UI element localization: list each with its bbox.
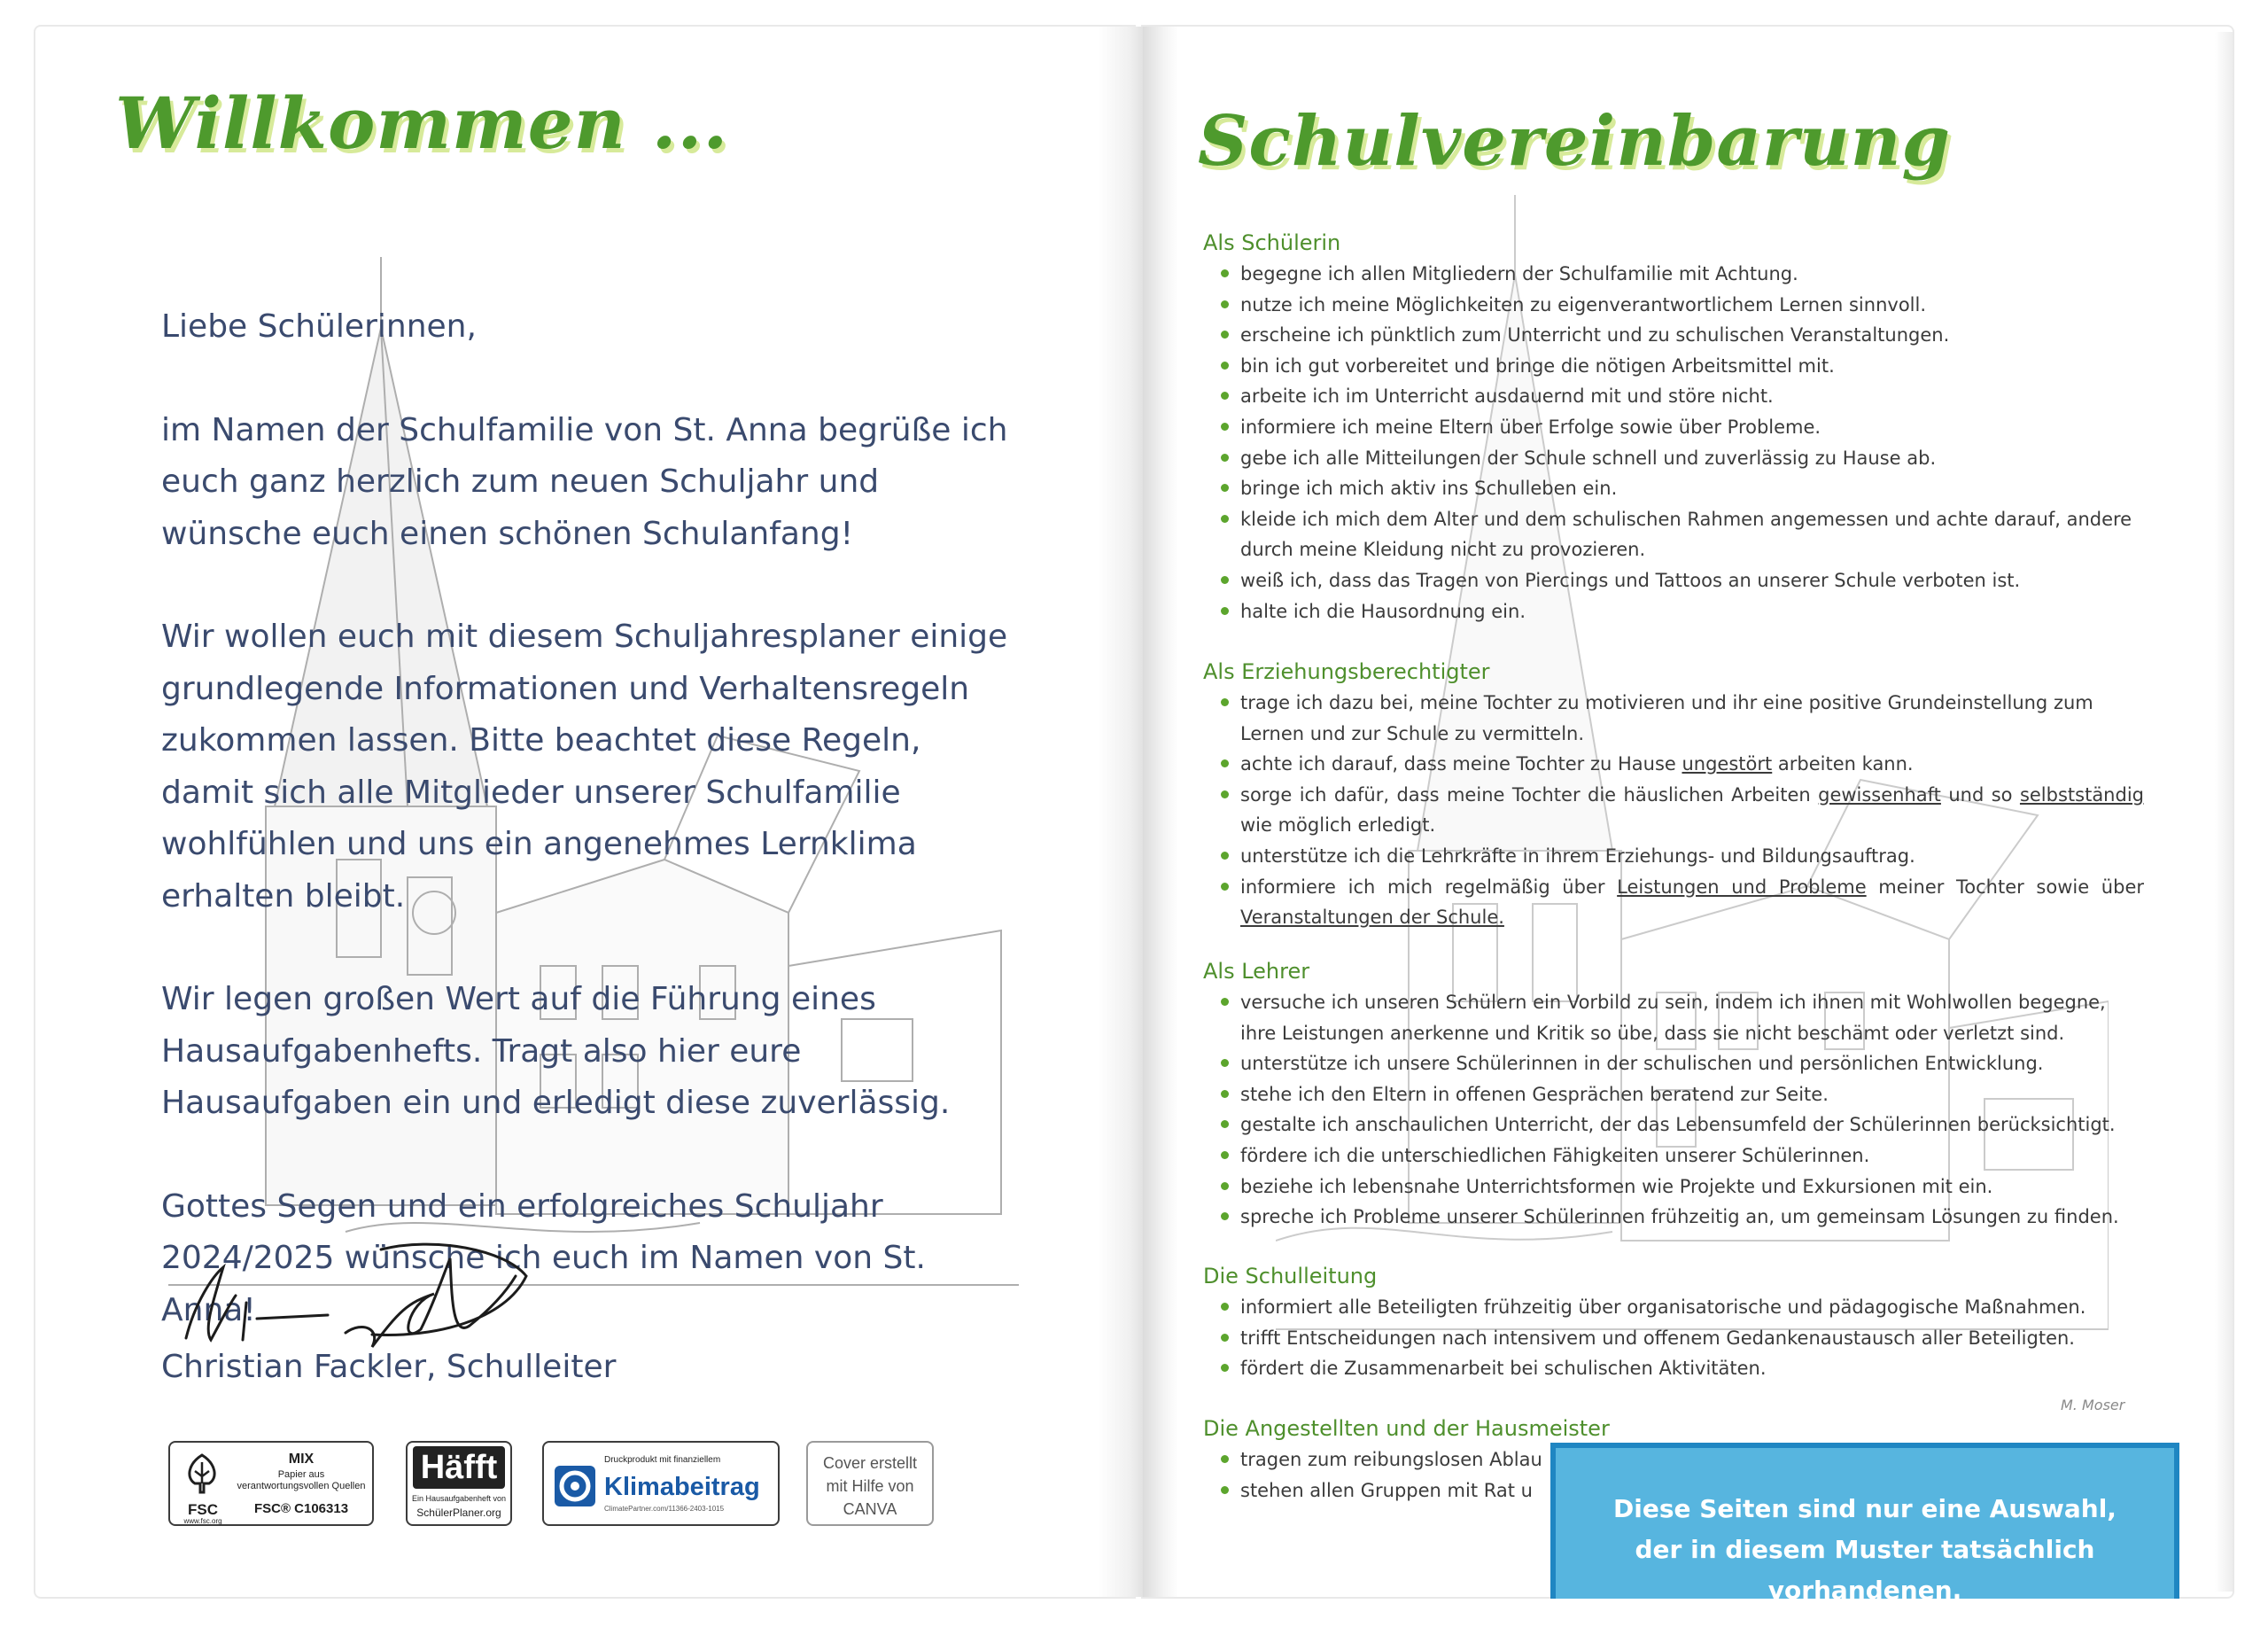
canva-text: Cover erstellt mit Hilfe von CANVA — [822, 1454, 918, 1518]
notice-line-1: Diese Seiten sind nur eine Auswahl, — [1613, 1494, 2117, 1523]
text-part: meiner Tochter sowie über — [1866, 876, 2144, 898]
list-item: arbeite ich im Unterricht ausdauernd mit und störe nicht. — [1221, 381, 2144, 412]
letter-paragraph: Wir legen großen Wert auf die Führung eines Hausaufgabenhefts. Tragt also hier eure Hausaufgaben ein und erledigt diese zuverlässig. — [161, 981, 951, 1121]
emphasis-underline: Veranstaltungen der Schule. — [1240, 907, 1504, 929]
list-item: informiere ich meine Eltern über Erfolge sowie über Probleme. — [1221, 412, 2144, 443]
text-part: wie möglich erledigt. — [1240, 814, 1436, 837]
list-item: begegne ich allen Mitgliedern der Schulfamilie mit Achtung. — [1221, 259, 2144, 290]
list-item: tragen zum reibungslosen Ablau — [1221, 1444, 2144, 1475]
haefft-name: Häfft — [413, 1446, 505, 1489]
section-heading-schuelerin: Als Schülerin — [1203, 230, 1341, 255]
sketch-credit: M. Moser — [2061, 1397, 2125, 1413]
rules-list-erziehung — [1221, 688, 2144, 933]
agreement-title: Schulvereinbarung — [1198, 101, 1952, 182]
list-item: fördere ich die unterschiedlichen Fähigkeiten unserer Schülerinnen. — [1221, 1140, 2144, 1172]
list-item: stehen allen Gruppen mit Rat u — [1221, 1475, 2144, 1506]
list-item: nutze ich meine Möglichkeiten zu eigenverantwortlichem Lernen sinnvoll. — [1221, 290, 2144, 321]
list-item: versuche ich unseren Schülern ein Vorbild zu sein, indem ich ihnen mit Wohlwollen begegne, ihre Leistungen anerkenne und Kritik so übe, dass sie nicht beschämt oder verletzt sind. — [1221, 987, 2144, 1048]
list-item: trifft Entscheidungen nach intensivem und offenem Gedankenaustausch aller Beteiligten. — [1221, 1323, 2144, 1354]
list-item — [1221, 749, 2144, 780]
list-item: gestalte ich anschaulichen Unterricht, der das Lebensumfeld der Schülerinnen berücksichtigt. — [1221, 1109, 2144, 1140]
climate-target-icon — [555, 1466, 595, 1506]
list-item: gebe ich alle Mitteilungen der Schule schnell und zuverlässig zu Hause ab. — [1221, 443, 2144, 474]
list-item — [1221, 780, 2144, 841]
list-item: trage ich dazu bei, meine Tochter zu motivieren und ihr eine positive Grundeinstellung zum Lernen und zur Schule zu vermitteln. — [1221, 688, 2144, 749]
list-item: beziehe ich lebensnahe Unterrichtsformen wie Projekte und Exkursionen mit ein. — [1221, 1172, 2144, 1203]
fsc-label: FSC — [188, 1501, 218, 1518]
book-gutter-right — [1143, 27, 1178, 1597]
letter-closing: Gottes Segen und ein erfolgreiches Schuljahr 2024/2025 wünsche ich euch im Namen von St. Anna! — [161, 1187, 926, 1328]
haefft-subtitle: Ein Hausaufgabenheft von — [411, 1494, 507, 1503]
emphasis-underline: gewissenhaft — [1818, 783, 1941, 806]
section-heading-angestellte: Die Angestellten und der Hausmeister — [1203, 1416, 1610, 1441]
list-item: bin ich gut vorbereitet und bringe die nötigen Arbeitsmittel mit. — [1221, 351, 2144, 382]
emphasis-underline: Leistungen und Probleme — [1617, 876, 1867, 898]
sample-notice-banner — [1550, 1443, 2179, 1605]
list-item: informiert alle Beteiligten frühzeitig über organisatorische und pädagogische Maßnahmen. — [1221, 1292, 2144, 1323]
emphasis-underline: ungestört — [1682, 753, 1773, 775]
fsc-url: www.fsc.org — [183, 1517, 222, 1525]
section-heading-schulleitung: Die Schulleitung — [1203, 1264, 1378, 1288]
letter-greeting: Liebe Schülerinnen, — [161, 308, 477, 345]
emphasis-underline: selbstständig — [2019, 783, 2144, 806]
text-part: informiere ich mich regelmäßig über — [1240, 876, 1618, 898]
list-item: unterstütze ich die Lehrkräfte in ihrem Erziehungs- und Bildungsauftrag. — [1221, 841, 2144, 872]
list-item: bringe ich mich aktiv ins Schulleben ein. — [1221, 473, 2144, 504]
list-item: fördert die Zusammenarbeit bei schulischen Aktivitäten. — [1221, 1353, 2144, 1384]
list-item: unterstütze ich unsere Schülerinnen in der schulischen und persönlichen Entwicklung. — [1221, 1048, 2144, 1079]
handwritten-signature — [168, 1241, 540, 1356]
klima-name: Klimabeitrag — [604, 1473, 760, 1501]
list-item — [1221, 872, 2144, 933]
rules-list-schuelerin — [1221, 259, 2144, 627]
klima-url: ClimatePartner.com/11366-2403-1015 — [604, 1505, 725, 1513]
fsc-tree-icon — [179, 1452, 225, 1496]
section-heading-erziehung: Als Erziehungsberechtigter — [1203, 659, 1490, 684]
letter-paragraph: Wir wollen euch mit diesem Schuljahresplaner einige grundlegende Informationen und Verhaltensregeln zukommen lassen. Bitte beachtet diese Regeln, damit sich alle Mitglieder unserer Schulfamilie wohlfühlen und uns ein angenehmes Lernklima erhalten bleibt. — [161, 619, 1008, 915]
list-item: spreche ich Probleme unserer Schülerinnen frühzeitig an, um gemeinsam Lösungen zu finden. — [1221, 1202, 2144, 1233]
haefft-logo — [406, 1441, 512, 1526]
list-item: stehe ich den Eltern in offenen Gesprächen beratend zur Seite. — [1221, 1079, 2144, 1110]
fsc-text: Papier aus verantwortungsvollen Quellen — [237, 1469, 366, 1491]
page-edge — [2215, 32, 2233, 1592]
section-heading-lehrer: Als Lehrer — [1203, 959, 1310, 984]
list-item: erscheine ich pünktlich zum Unterricht und zu schulischen Veranstaltungen. — [1221, 320, 2144, 351]
fsc-mix: MIX — [288, 1452, 315, 1467]
rules-list-lehrer — [1221, 987, 2144, 1233]
text-part: und so — [1940, 783, 2020, 806]
welcome-title: Willkommen ... — [115, 82, 729, 165]
fsc-code: FSC® C106313 — [253, 1501, 349, 1516]
canva-credit — [806, 1441, 934, 1526]
list-item: weiß ich, dass das Tragen von Piercings und Tattoos an unserer Schule verboten ist. — [1221, 565, 2144, 596]
book-gutter-left — [1099, 27, 1143, 1597]
letter-paragraph: im Namen der Schulfamilie von St. Anna begrüße ich euch ganz herzlich zum neuen Schuljahr und wünsche euch einen schönen Schulanfang! — [161, 411, 1008, 552]
text-part: arbeiten kann. — [1772, 753, 1914, 775]
text-part: achte ich darauf, dass meine Tochter zu Hause — [1240, 753, 1682, 775]
welcome-letter — [161, 301, 1012, 1336]
notice-line-2: der in diesem Muster tatsächlich vorhandenen. — [1635, 1535, 2095, 1605]
signer-name: Christian Fackler, Schulleiter — [161, 1349, 617, 1385]
klima-top-text: Druckprodukt mit finanziellem — [604, 1455, 721, 1465]
haefft-site: SchülerPlaner.org — [416, 1506, 501, 1519]
klimabeitrag-logo — [542, 1441, 780, 1526]
text-part: sorge ich dafür, dass meine Tochter die häuslichen Arbeiten — [1240, 783, 1819, 806]
fsc-logo — [168, 1441, 374, 1526]
rules-list-schulleitung — [1221, 1292, 2144, 1384]
list-item: halte ich die Hausordnung ein. — [1221, 596, 2144, 627]
list-item: kleide ich mich dem Alter und dem schulischen Rahmen angemessen und achte darauf, andere durch meine Kleidung nicht zu provozieren. — [1221, 504, 2144, 565]
